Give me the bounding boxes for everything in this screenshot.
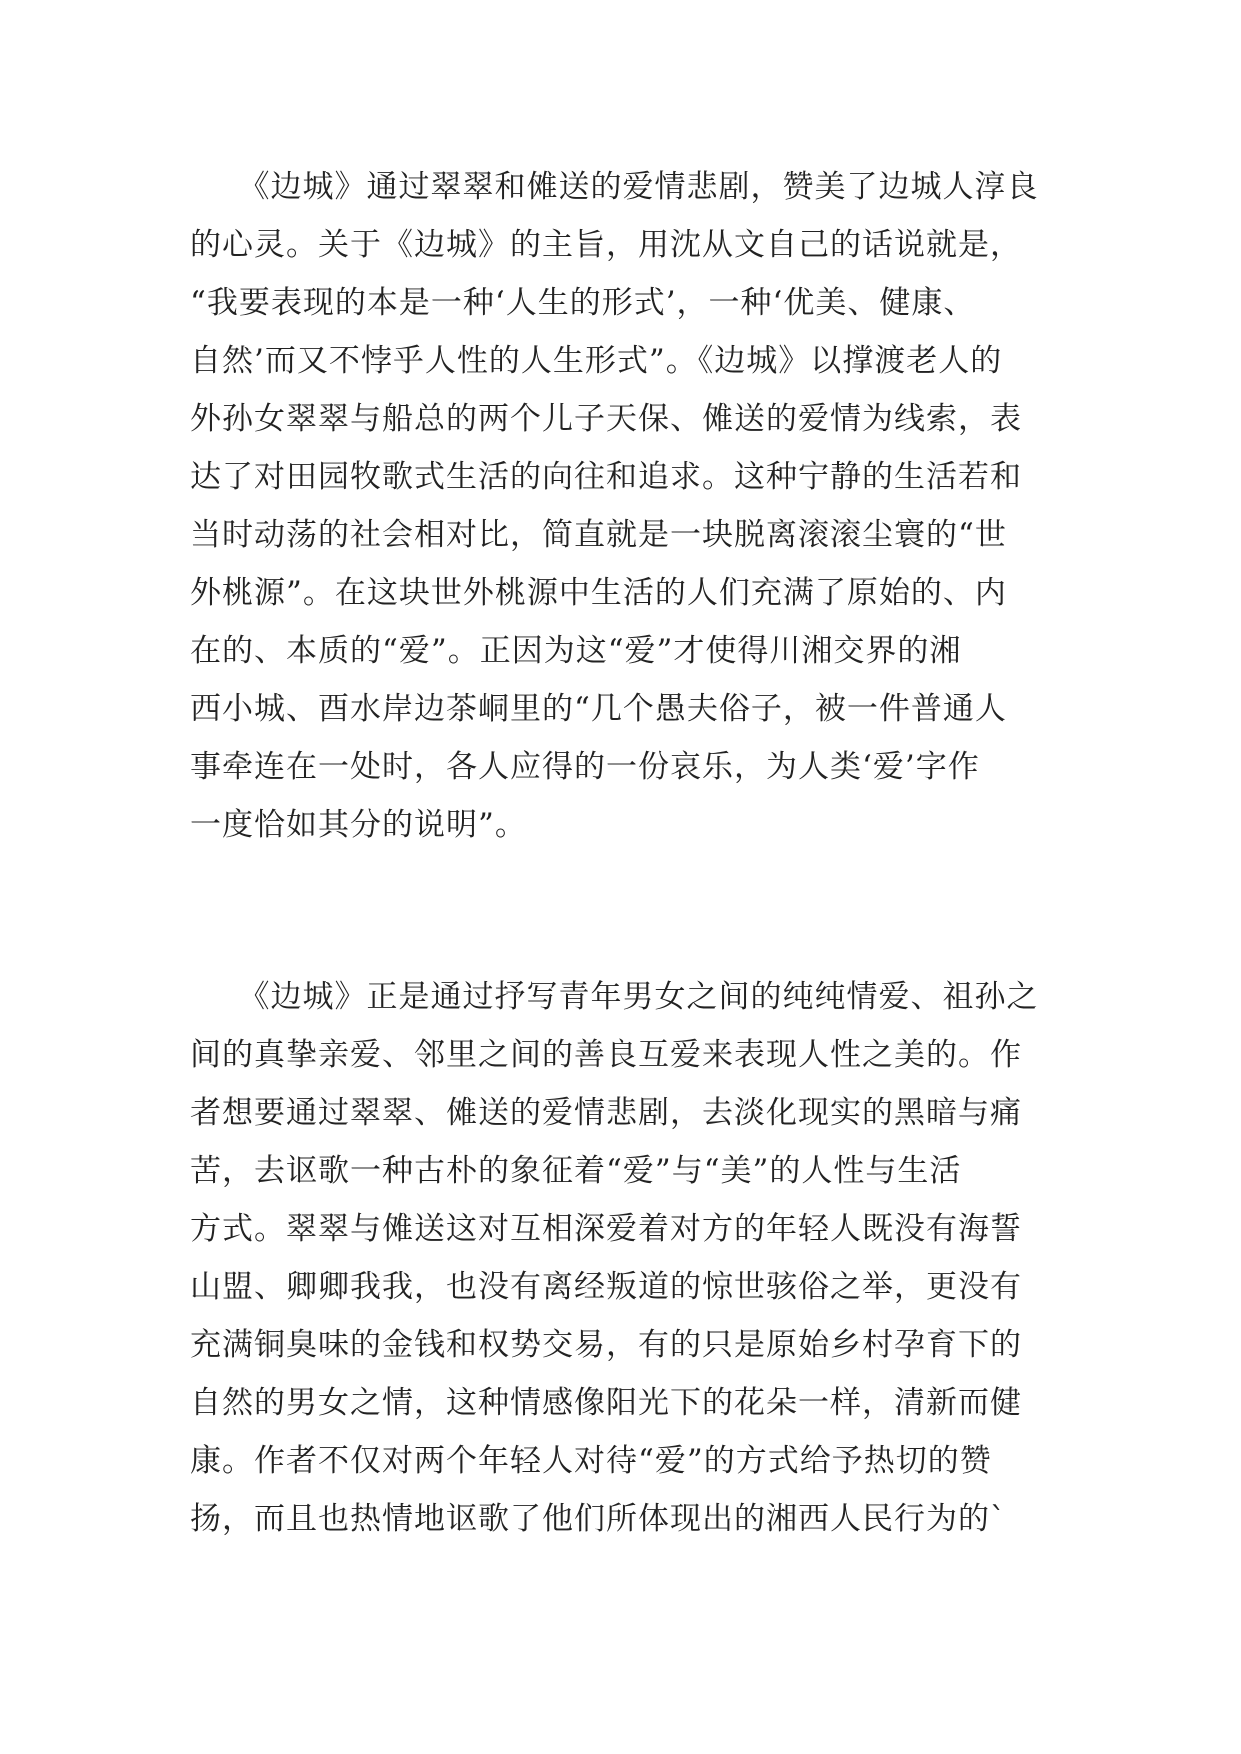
paragraph-line: 方式。翠翠与傩送这对互相深爱着对方的年轻人既没有海誓	[190, 1211, 1022, 1247]
paragraph-line: “我要表现的本是一种‘人生的形式’，一种‘优美、健康、	[190, 285, 976, 321]
paragraph-line: 外桃源”。在这块世外桃源中生活的人们充满了原始的、内	[190, 575, 1007, 611]
paragraph-line: 自然’而又不悖乎人性的人生形式”。《边城》以撑渡老人的	[190, 343, 1003, 379]
paragraph-line: 者想要通过翠翠、傩送的爱情悲剧，去淡化现实的黑暗与痛	[190, 1095, 1022, 1131]
paragraph-line: 《边城》正是通过抒写青年男女之间的纯纯情爱、祖孙之	[190, 979, 1039, 1015]
paragraph-line: 当时动荡的社会相对比，简直就是一块脱离滚滚尘寰的“世	[190, 517, 1007, 553]
paragraph-line: 康。作者不仅对两个年轻人对待“爱”的方式给予热切的赞	[190, 1443, 992, 1479]
paragraph-line: 扬，而且也热情地讴歌了他们所体现出的湘西人民行为的`	[190, 1501, 1007, 1537]
paragraph-line: 自然的男女之情，这种情感像阳光下的花朵一样，清新而健	[190, 1385, 1022, 1421]
paragraph-line: 一度恰如其分的说明”。	[190, 807, 527, 843]
paragraph-1	[190, 158, 1070, 854]
paragraph-line: 在的、本质的“爱”。正因为这“爱”才使得川湘交界的湘	[190, 633, 962, 669]
paragraph-line: 《边城》通过翠翠和傩送的爱情悲剧，赞美了边城人淳良	[190, 169, 1039, 205]
paragraph-line: 苦，去讴歌一种古朴的象征着“爱”与“美”的人性与生活	[190, 1153, 962, 1189]
paragraph-line: 的心灵。关于《边城》的主旨，用沈从文自己的话说就是，	[190, 227, 1022, 263]
paragraph-line: 外孙女翠翠与船总的两个儿子天保、傩送的爱情为线索，表	[190, 401, 1022, 437]
paragraph-line: 达了对田园牧歌式生活的向往和追求。这种宁静的生活若和	[190, 459, 1022, 495]
paragraph-2	[190, 968, 1070, 1548]
paragraph-line: 山盟、卿卿我我，也没有离经叛道的惊世骇俗之举，更没有	[190, 1269, 1022, 1305]
paragraph-line: 西小城、酉水岸边茶峒里的“几个愚夫俗子，被一件普通人	[190, 691, 1007, 727]
paragraph-line: 事牵连在一处时，各人应得的一份哀乐，为人类‘爱’字作	[190, 749, 980, 785]
paragraph-line: 充满铜臭味的金钱和权势交易，有的只是原始乡村孕育下的	[190, 1327, 1022, 1363]
paragraph-line: 间的真挚亲爱、邻里之间的善良互爱来表现人性之美的。作	[190, 1037, 1022, 1073]
